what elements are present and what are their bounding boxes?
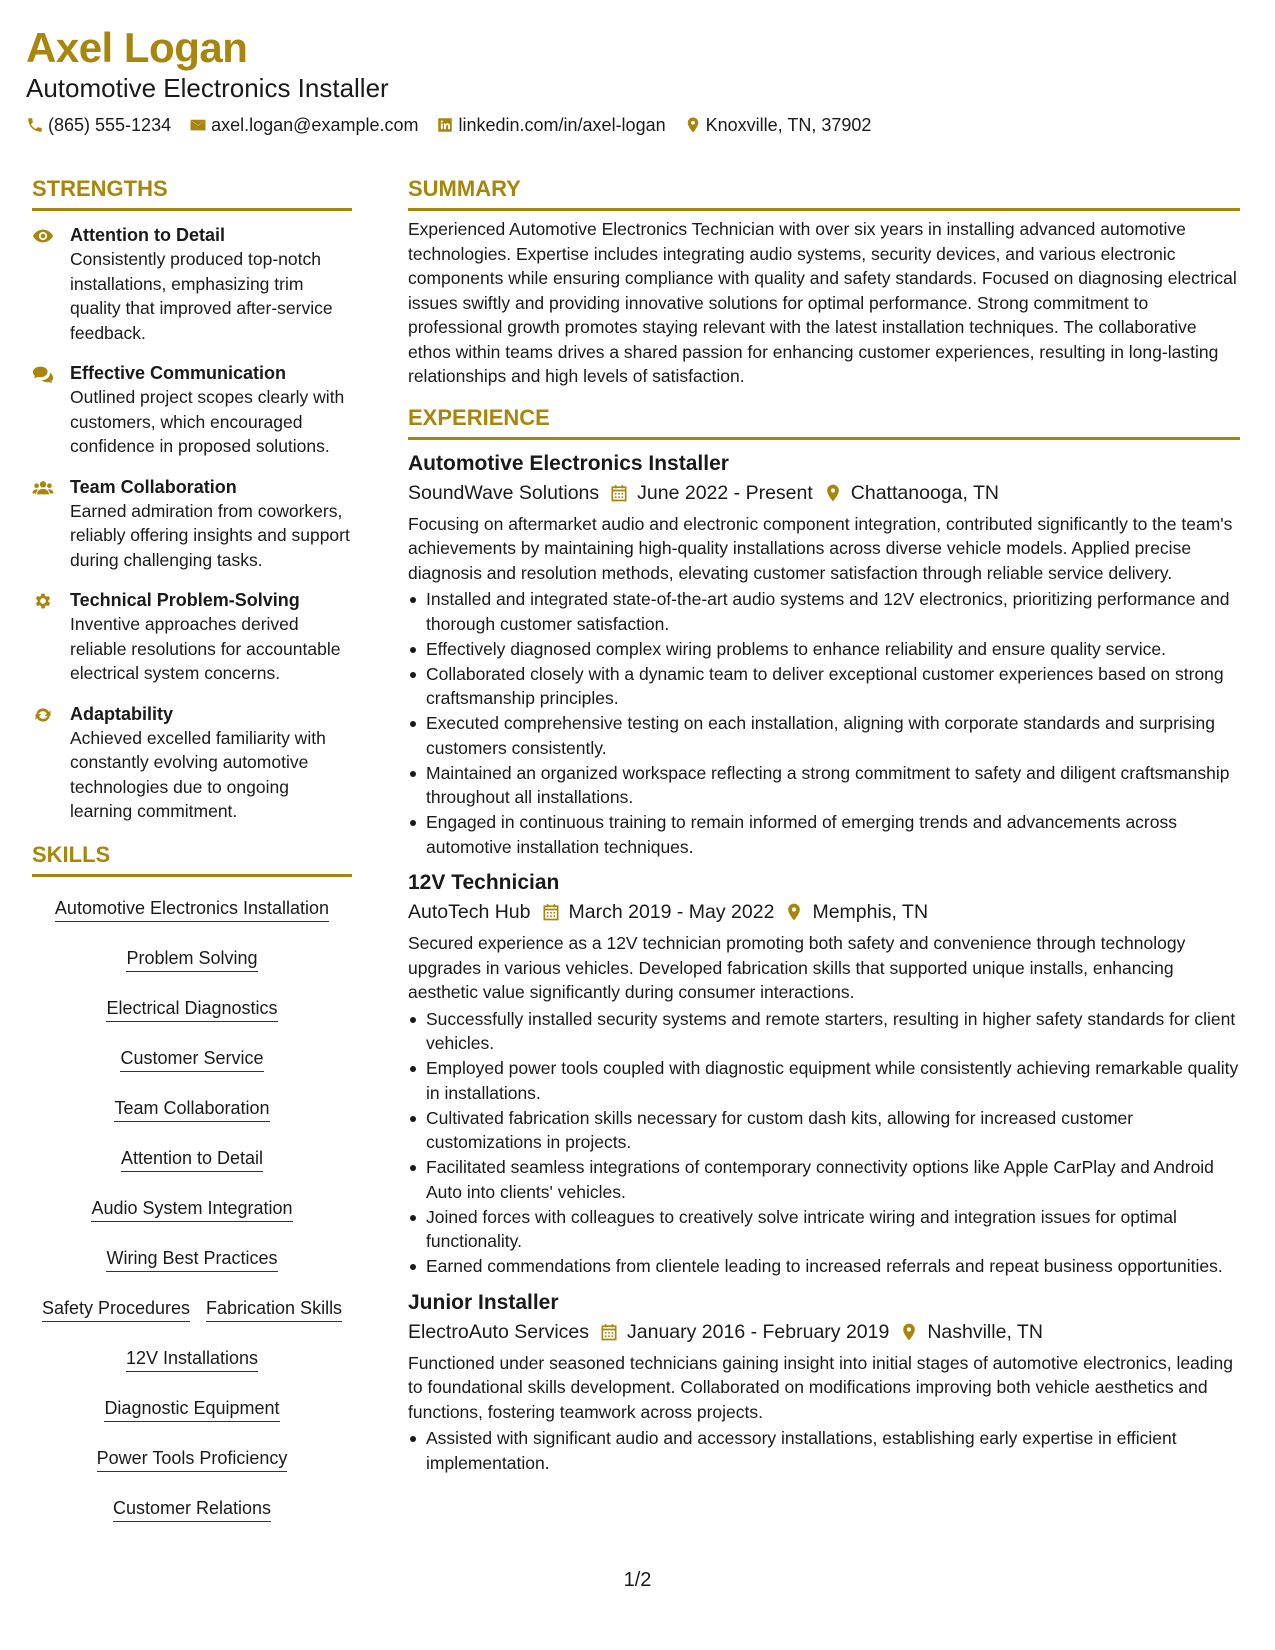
eye-icon (32, 226, 54, 246)
calendar-icon (541, 902, 561, 922)
strength-title: Team Collaboration (70, 476, 237, 497)
job-bullet: Engaged in continuous training to remain informed of emerging trends and advancements across automotive installation techniques. (408, 810, 1240, 859)
map-pin-icon (684, 116, 702, 134)
left-column (32, 174, 352, 1539)
job-bullet: Collaborated closely with a dynamic team to deliver exceptional customer experiences based on strong craftsmanship principles. (408, 662, 1240, 711)
strength-desc: Earned admiration from coworkers, reliably offering insights and support during challenging tasks. (70, 500, 350, 570)
job-bullet: Assisted with significant audio and accessory installations, establishing early expertise in efficient implementation. (408, 1426, 1240, 1475)
strength-title: Adaptability (70, 703, 174, 724)
job-title: Junior Installer (408, 1290, 559, 1314)
resume-header (26, 24, 1246, 136)
strengths-list (32, 223, 352, 824)
job-title: Automotive Electronics Installer (408, 451, 729, 475)
job-meta (408, 899, 1240, 925)
summary-text: Experienced Automotive Electronics Technician with over six years in installing advanced automotive technologies. Expertise includes integrating audio systems, security devices, and various electronic components while ensuring compliance with quality and safety standards. Focused on diagnosing electrical issues swiftly and providing innovative solutions for optimal performance. Strong commitment to professional growth promotes staying relevant with the latest installation techniques. The collaborative ethos within teams drives a shared passion for enhancing customer experiences, resulting in long-lasting relationships and high levels of satisfaction. (408, 219, 1237, 386)
job-entry (408, 450, 1240, 860)
job-description: Functioned under seasoned technicians gaining insight into initial stages of automotive electronics, leading to foundational skills development. Collaborated on modifications improving both vehicle aesthetics and functions, fostering teamwork across projects. (408, 1352, 1233, 1422)
job-company: ElectroAuto Services (408, 1320, 589, 1343)
strength-item (32, 588, 352, 686)
calendar-icon (599, 1322, 619, 1342)
job-description: Focusing on aftermarket audio and electronic component integration, contributed significantly to the team's achievements by maintaining high-quality installations across diverse vehicle models. Applied precise diagnosis and resolution methods, elevating customer satisfaction through reliable service delivery. (408, 513, 1233, 583)
map-pin-icon (823, 483, 843, 503)
contact-linkedin[interactable] (436, 114, 665, 136)
gear-icon (32, 591, 54, 611)
linkedin-link[interactable]: linkedin.com/in/axel-logan (458, 115, 666, 135)
skill-tag: Customer Service (120, 1047, 263, 1072)
phone-icon (26, 116, 44, 134)
skill-tag: Problem Solving (126, 947, 257, 972)
strength-title: Attention to Detail (70, 225, 225, 245)
contact-phone (26, 114, 171, 136)
strength-item (32, 223, 352, 345)
job-description: Secured experience as a 12V technician promoting both safety and convenience through technology upgrades in various vehicles. Developed fabrication skills that supported unique installs, enhancing aesthetic value significantly during consumer interactions. (408, 933, 1186, 1002)
job-meta (408, 1319, 1240, 1345)
location-text: Knoxville, TN, 37902 (705, 115, 872, 135)
skill-tag: Automotive Electronics Installation (55, 897, 329, 922)
comments-icon (32, 364, 54, 384)
map-pin-icon (899, 1322, 919, 1342)
job-dates: June 2022 - Present (637, 481, 813, 504)
right-column (408, 174, 1240, 1476)
strength-item (32, 361, 352, 459)
skills-section (32, 840, 352, 1539)
phone-text: (865) 555-1234 (48, 115, 172, 135)
job-bullets (408, 1007, 1240, 1279)
skill-tag: Team Collaboration (114, 1097, 269, 1122)
strength-title: Technical Problem-Solving (70, 590, 300, 610)
summary-section (408, 174, 1240, 389)
skill-tag: Attention to Detail (121, 1147, 263, 1172)
strength-desc: Achieved excelled familiarity with constantly evolving automotive technologies due to ongoing learning commitment. (70, 727, 326, 821)
job-company: AutoTech Hub (408, 901, 531, 923)
job-bullet: Executed comprehensive testing on each installation, aligning with corporate standards and surprising customers consistently. (408, 711, 1240, 760)
skill-tag: Electrical Diagnostics (106, 997, 277, 1022)
job-bullet: Maintained an organized workspace reflecting a strong commitment to safety and diligent craftsmanship throughout all installations. (408, 761, 1240, 810)
job-bullet: Employed power tools coupled with diagnostic equipment while consistently achieving remarkable quality in installations. (408, 1056, 1240, 1105)
strengths-heading: STRENGTHS (32, 174, 352, 211)
strength-desc: Inventive approaches derived reliable resolutions for accountable electrical system concerns. (70, 614, 341, 683)
strength-item (32, 475, 352, 573)
job-bullet: Earned commendations from clientele leading to increased referrals and repeat business opportunities. (408, 1254, 1240, 1279)
contact-email[interactable] (189, 114, 418, 136)
strength-title: Effective Communication (70, 363, 287, 383)
strength-item (32, 702, 352, 824)
strength-desc: Consistently produced top-notch installations, emphasizing trim quality that improved after-service feedback. (70, 249, 333, 343)
job-company: SoundWave Solutions (408, 481, 600, 504)
job-title: 12V Technician (408, 871, 560, 894)
job-bullet: Facilitated seamless integrations of contemporary connectivity options like Apple CarPlay and Android Auto into clients' vehicles. (408, 1155, 1240, 1204)
email-link[interactable]: axel.logan@example.com (211, 115, 419, 135)
job-location: Nashville, TN (927, 1320, 1043, 1343)
page-number: 1/2 (623, 1569, 652, 1591)
job-location: Chattanooga, TN (850, 481, 999, 504)
skill-tag: Customer Relations (113, 1497, 271, 1522)
refresh-icon (32, 705, 54, 725)
skill-tag: Safety Procedures (42, 1297, 190, 1322)
envelope-icon (189, 116, 207, 134)
skills-heading: SKILLS (32, 840, 352, 877)
calendar-icon (609, 483, 629, 503)
job-bullet: Effectively diagnosed complex wiring problems to enhance reliability and ensure quality service. (408, 637, 1240, 662)
skill-tag: Power Tools Proficiency (97, 1447, 288, 1472)
skill-tag: Audio System Integration (91, 1197, 292, 1222)
job-entry (408, 1289, 1240, 1476)
users-icon (32, 478, 54, 498)
job-meta (408, 480, 1240, 506)
linkedin-icon (436, 116, 454, 134)
candidate-name: Axel Logan (26, 24, 248, 71)
strength-desc: Outlined project scopes clearly with customers, which encouraged confidence in proposed solutions. (70, 387, 345, 456)
summary-heading: SUMMARY (408, 174, 1240, 211)
job-dates: January 2016 - February 2019 (627, 1320, 890, 1343)
skill-tag: Wiring Best Practices (106, 1247, 277, 1272)
job-bullet: Successfully installed security systems and remote starters, resulting in higher safety standards for client vehicles. (408, 1007, 1240, 1056)
contact-location (684, 114, 872, 136)
job-bullets (408, 587, 1240, 859)
job-entry (408, 869, 1240, 1279)
skills-list (32, 889, 352, 1539)
job-dates: March 2019 - May 2022 (568, 901, 775, 923)
candidate-role: Automotive Electronics Installer (26, 73, 389, 103)
map-pin-icon (784, 902, 804, 922)
job-bullet: Joined forces with colleagues to creatively solve intricate wiring and integration issues for optimal functionality. (408, 1205, 1240, 1254)
skill-tag: 12V Installations (126, 1347, 258, 1372)
contact-bar (26, 114, 1246, 136)
job-bullet: Installed and integrated state-of-the-art audio systems and 12V electronics, prioritizing performance and thorough customer satisfaction. (408, 587, 1240, 636)
strengths-section (32, 174, 352, 824)
skill-tag: Fabrication Skills (206, 1297, 342, 1322)
experience-section (408, 403, 1240, 1476)
job-bullets (408, 1426, 1240, 1475)
job-bullet: Cultivated fabrication skills necessary for custom dash kits, allowing for increased customer customizations in projects. (408, 1106, 1240, 1155)
job-location: Memphis, TN (812, 901, 929, 923)
experience-heading: EXPERIENCE (408, 403, 1240, 440)
skill-tag: Diagnostic Equipment (104, 1397, 279, 1422)
